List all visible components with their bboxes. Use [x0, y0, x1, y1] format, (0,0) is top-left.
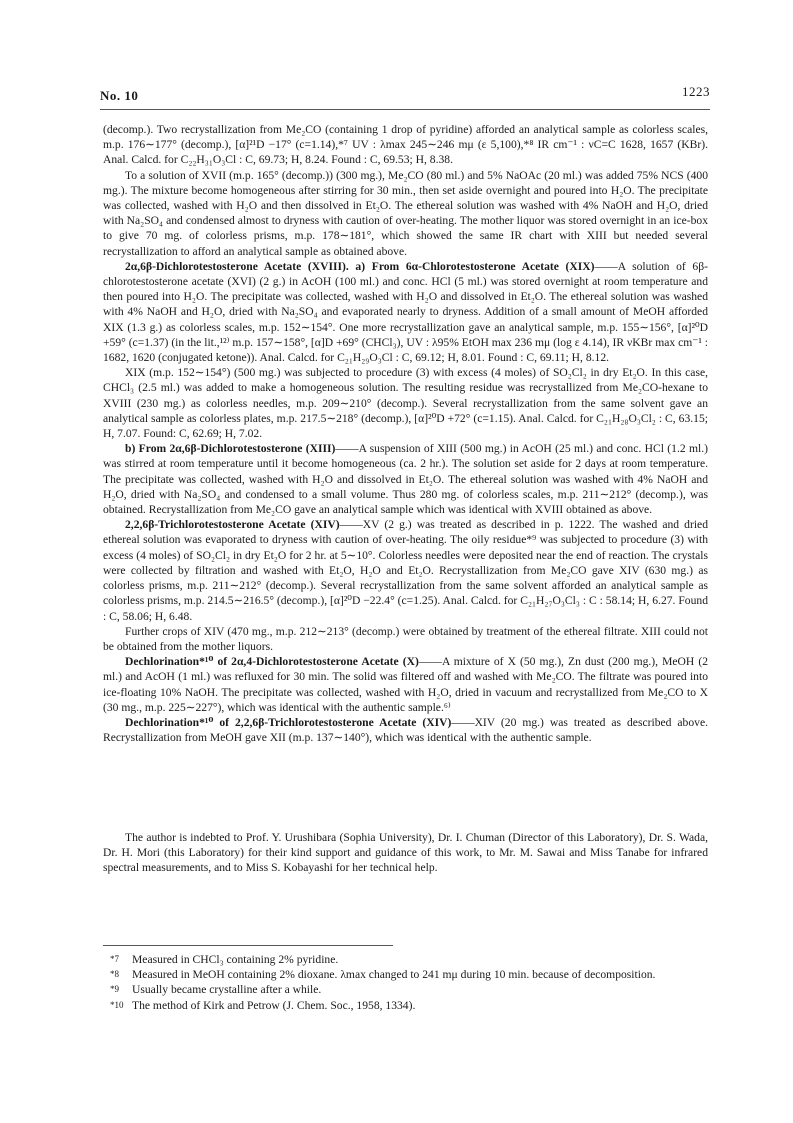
paragraph-text: ——XIV (20 mg.) was treated as described above. Recrystallization from MeOH gave XII (m.p. 137∼140°), which was identical with the authentic sample. [103, 715, 708, 745]
issue-number: No. 10 [100, 88, 139, 103]
paragraph-text: ——XV (2 g.) was treated as described in p. 1222. The washed and dried ethereal solution was evaporated to dryness with caution of over-heating. The oily residue*⁹ was subjected to procedure (3) with excess (4 moles) of SO₂Cl₂ in dry Et₂O for 2 hr. at 5∼10°. Colorless needles were deposited near the end of reaction. The crystals were collected by filtration and washed with Et₂O, H₂O and Et₂O. Recrystallization from Me₂CO gave XIV (630 mg.) as colorless prisms, m.p. 211∼212° (decomp.). Several recrystallization from the same solvent afforded an analytical sample as colorless prisms, m.p. 214.5∼216.5° (decomp.), [α]²⁰D −22.4° (c=1.25). Anal. Calcd. for C₂₁H₂₇O₃Cl₃ : C : 58.14; H, 6.27. Found : C, 58.06; H, 6.48. [103, 518, 708, 623]
footnote-mark: *7 [110, 954, 119, 964]
footnote [110, 967, 670, 982]
experimental-text [103, 122, 708, 745]
paragraph-dechlorination-xiv [103, 715, 708, 745]
section-heading: b) From 2α,6β-Dichlorotestosterone (XIII) [125, 442, 336, 456]
page-number: 1223 [682, 84, 710, 99]
paragraph-dechlorination-x [103, 654, 708, 715]
acknowledgement-text: The author is indebted to Prof. Y. Urushibara (Sophia University), Dr. I. Chuman (Director of this Laboratory), Dr. S. Wada, Dr. H. Mori (this Laboratory) for their kind support and guidance of this work, to Mr. M. Sawai and Miss Tanabe for infrared spectral measurements, and to Miss S. Kobayashi for her technical help. [103, 831, 708, 875]
page-header [100, 84, 710, 106]
footnotes [110, 952, 670, 1013]
paragraph-text: ——A solution of 6β-chlorotestosterone acetate (XVI) (2 g.) in AcOH (100 ml.) and conc. HCl (5 ml.) was stored overnight at room temperature and then poured into H₂O. The precipitate was collected, washed with H₂O and dissolved in Et₂O. The ethereal solution was washed with 4% NaOH and H₂O, dried with Na₂SO₄ and evaporated nearly to dryness. Addition of a small amount of MeOH afforded XIX (1.3 g.) as colorless scales, m.p. 152∼154°. One more recrystallization gave an analytical sample, m.p. 155∼156°, [α]²⁰D +59° (c=1.37) (in the lit.,¹²⁾ m.p. 157∼158°, [α]D +69° (CHCl₃), UV : λ95% EtOH max 236 mμ (log ε 4.14), IR νKBr max cm⁻¹ : 1682, 1620 (conjugated ketone)). Anal. Calcd. for C₂₁H₂₉O₃Cl : C, 69.12; H, 8.01. Found : C, 69.11; H, 8.12. [103, 259, 708, 365]
footnote-text: Measured in MeOH containing 2% dioxane. λmax changed to 241 mμ during 10 min. because of decomposition. [132, 968, 656, 982]
footnote-text: Usually became crystalline after a while. [132, 983, 322, 997]
footnote-mark: *9 [110, 984, 119, 995]
footnote-mark: *8 [110, 969, 119, 980]
footnote-mark: *10 [110, 999, 124, 1010]
section-heading: 2,2,6β-Trichlorotestosterone Acetate (XIV) [125, 518, 340, 532]
paragraph-text: ——A suspension of XIII (500 mg.) in AcOH (25 ml.) and conc. HCl (1.2 ml.) was stirred at room temperature until it become homogeneous (ca. 2 hr.). The solution set aside for 2 days at room temperature. The precipitate was collected, washed with H₂O and dissolved in Et₂O. The ethereal solution was washed with 4% NaOH and H₂O, dried with Na₂SO₄ and condensed to a small volume. Thus 280 mg. of colorless scales, m.p. 211∼212° (decomp.), was obtained. Recrystallization from Me₂CO gave an analytical sample which was identical with XVIII obtained as above. [103, 442, 708, 517]
paragraph-trichloro-acetate [103, 517, 708, 623]
footnote [110, 998, 670, 1013]
section-heading: Dechlorination*¹⁰ of 2α,4-Dichlorotestosterone Acetate (X) [125, 655, 419, 669]
paragraph-further-crops: Further crops of XIV (470 mg., m.p. 212∼213° (decomp.) were obtained by treatment of the ethereal filtrate. XIII could not be obtained from the mother liquors. [103, 624, 708, 653]
section-heading: 2α,6β-Dichlorotestosterone Acetate (XVIII). a) From 6α-Chlorotestosterone Acetate (XIX) [125, 259, 595, 273]
paragraph-ncs-procedure: To a solution of XVII (m.p. 165° (decomp.)) (300 mg.), Me₂CO (80 ml.) and 5% NaOAc (20 ml.) was added 75% NCS (400 mg.). The mixture become homogeneous after stirring for 30 min., then set aside overnight and poured into H₂O. The precipitate was collected, washed with H₂O and then dissolved in Et₂O. The ethereal solution was washed with 4% NaOH and H₂O, dried with Na₂SO₄ and condensed almost to dryness with caution of over-heating. The mother liquor was stored overnight in an ice-box to give 70 mg. of colorless prisms, m.p. 178∼181°, which showed the same IR chart with XIII but needed several recrystallization to afford an analytical sample as obtained above. [103, 168, 708, 258]
footnote-rule [103, 945, 393, 946]
paragraph-xix-procedure: XIX (m.p. 152∼154°) (500 mg.) was subjected to procedure (3) with excess (4 moles) of SO₂Cl₂ in dry Et₂O. In this case, CHCl₃ (2.5 ml.) was added to make a homogeneous solution. The resulting residue was recrystallized from Me₂CO-hexane to XVIII (230 mg.) as colorless needles, m.p. 209∼210° (decomp.). Several recrystallization from the same solvent gave an analytical sample as colorless plates, m.p. 217.5∼218° (decomp.), [α]²⁰D +72° (c=1.15). Anal. Calcd. for C₂₁H₂₈O₃Cl₂ : C, 63.15; H, 7.07. Found: C, 62.69; H, 7.02. [103, 366, 708, 441]
header-rule [100, 109, 710, 110]
section-heading: Dechlorination*¹⁰ of 2,2,6β-Trichlorotestosterone Acetate (XIV) [125, 715, 452, 729]
paragraph-dichloro-acetate-a [103, 259, 708, 365]
paragraph-text: ——A mixture of X (50 mg.), Zn dust (200 mg.), MeOH (2 ml.) and AcOH (1 ml.) was refluxed for 30 min. The solid was filtered off and washed with Me₂CO. The filtrate was poured into ice-floating 10% NaOH. The precipitate was collected, washed with H₂O, dried in vacuum and recrystallized from Me₂CO to X (30 mg., m.p. 225∼227°), which was identical with the authentic sample.⁶⁾ [103, 655, 708, 714]
footnote [110, 982, 670, 997]
footnote [110, 952, 670, 967]
paragraph-dichloro-acetate-b [103, 441, 708, 517]
footnote-text: Measured in CHCl₃ containing 2% pyridine. [132, 953, 339, 966]
footnote-text: The method of Kirk and Petrow (J. Chem. Soc., 1958, 1334). [132, 998, 416, 1012]
paragraph-continuation: (decomp.). Two recrystallization from Me₂CO (containing 1 drop of pyridine) afforded an analytical sample as colorless scales, m.p. 176∼177° (decomp.), [α]²¹D −17° (c=1.14),*⁷ UV : λmax 245∼246 mμ (ε 5,100),*⁸ IR cm⁻¹ : νC=C 1628, 1657 (KBr). Anal. Calcd. for C₂₂H₃₁O₃Cl : C, 69.73; H, 8.24. Found : C, 69.53; H, 8.38. [103, 123, 708, 167]
acknowledgement [103, 830, 708, 876]
